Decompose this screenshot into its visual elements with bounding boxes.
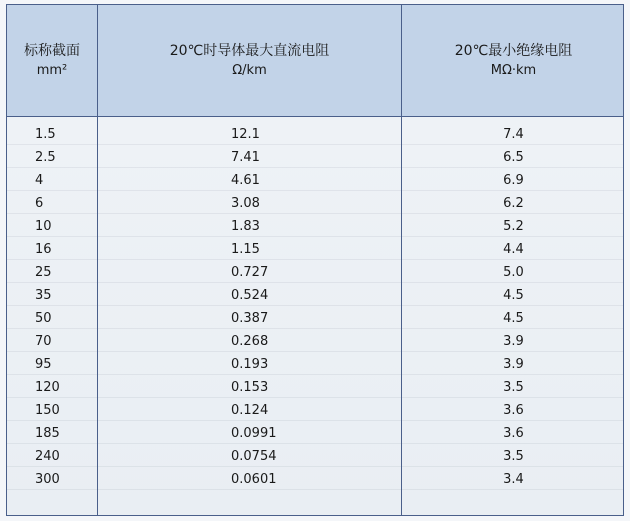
cell-insulation-resistance: 3.9	[503, 357, 524, 372]
cell-cross-section: 10	[35, 219, 52, 234]
row-separator	[7, 420, 623, 421]
row-separator	[7, 443, 623, 444]
table-row	[7, 192, 623, 215]
cell-cross-section: 300	[35, 472, 60, 487]
row-separator	[7, 351, 623, 352]
cell-dc-resistance: 4.61	[231, 173, 260, 188]
cell-dc-resistance: 0.524	[231, 288, 269, 303]
cell-insulation-resistance: 3.4	[503, 472, 524, 487]
table-row	[7, 307, 623, 330]
cell-dc-resistance: 0.124	[231, 403, 269, 418]
cell-cross-section: 70	[35, 334, 52, 349]
cell-insulation-resistance: 6.5	[503, 150, 524, 165]
row-separator	[7, 489, 623, 490]
header-insulation-resistance-unit: MΩ·km	[490, 62, 537, 78]
cell-cross-section: 16	[35, 242, 52, 257]
row-separator	[7, 167, 623, 168]
cell-dc-resistance: 0.193	[231, 357, 269, 372]
row-separator	[7, 305, 623, 306]
cell-dc-resistance: 3.08	[231, 196, 260, 211]
table-row	[7, 376, 623, 399]
table-row	[7, 238, 623, 261]
header-dc-resistance-label: 20℃时导体最大直流电阻	[169, 42, 330, 59]
header-cross-section-unit: mm²	[36, 62, 68, 78]
cell-insulation-resistance: 6.9	[503, 173, 524, 188]
cell-cross-section: 95	[35, 357, 52, 372]
row-separator	[7, 190, 623, 191]
row-separator	[7, 213, 623, 214]
row-separator	[7, 466, 623, 467]
row-separator	[7, 328, 623, 329]
cell-insulation-resistance: 3.5	[503, 380, 524, 395]
header-dc-resistance	[98, 5, 401, 116]
header-insulation-resistance	[402, 5, 624, 116]
cell-insulation-resistance: 3.6	[503, 403, 524, 418]
cell-cross-section: 35	[35, 288, 52, 303]
cell-dc-resistance: 12.1	[231, 127, 260, 142]
cell-cross-section: 6	[35, 196, 44, 211]
column-divider	[401, 5, 402, 515]
cell-cross-section: 1.5	[35, 127, 56, 142]
cell-dc-resistance: 1.83	[231, 219, 260, 234]
row-separator	[7, 236, 623, 237]
cell-insulation-resistance: 5.0	[503, 265, 524, 280]
cell-cross-section: 25	[35, 265, 52, 280]
cell-dc-resistance: 0.268	[231, 334, 269, 349]
cell-cross-section: 240	[35, 449, 60, 464]
table-row	[7, 422, 623, 445]
table-row	[7, 330, 623, 353]
header-cross-section-label: 标称截面	[24, 42, 80, 59]
cell-insulation-resistance: 6.2	[503, 196, 524, 211]
cell-insulation-resistance: 4.4	[503, 242, 524, 257]
cell-dc-resistance: 0.0754	[231, 449, 277, 464]
table-row	[7, 468, 623, 491]
cell-dc-resistance: 0.153	[231, 380, 269, 395]
table-header	[7, 5, 623, 117]
table-row	[7, 146, 623, 169]
row-separator	[7, 282, 623, 283]
row-separator	[7, 144, 623, 145]
table-row	[7, 445, 623, 468]
row-separator	[7, 374, 623, 375]
table-body	[7, 117, 623, 515]
header-cross-section	[7, 5, 97, 116]
spec-table	[6, 4, 624, 516]
cell-dc-resistance: 7.41	[231, 150, 260, 165]
table-row	[7, 261, 623, 284]
table-row	[7, 169, 623, 192]
cell-dc-resistance: 0.0601	[231, 472, 277, 487]
table-row	[7, 353, 623, 376]
cell-cross-section: 50	[35, 311, 52, 326]
cell-cross-section: 2.5	[35, 150, 56, 165]
row-separator	[7, 259, 623, 260]
cell-dc-resistance: 0.387	[231, 311, 269, 326]
cell-insulation-resistance: 3.6	[503, 426, 524, 441]
cell-dc-resistance: 0.0991	[231, 426, 277, 441]
header-dc-resistance-unit: Ω/km	[232, 62, 267, 78]
header-insulation-resistance-label: 20℃最小绝缘电阻	[454, 42, 573, 59]
table-row	[7, 399, 623, 422]
column-divider	[97, 5, 98, 515]
cell-cross-section: 185	[35, 426, 60, 441]
cell-dc-resistance: 0.727	[231, 265, 269, 280]
cell-dc-resistance: 1.15	[231, 242, 260, 257]
cell-insulation-resistance: 4.5	[503, 311, 524, 326]
table-row	[7, 123, 623, 146]
table-row	[7, 215, 623, 238]
table-row	[7, 284, 623, 307]
row-separator	[7, 397, 623, 398]
cell-insulation-resistance: 3.9	[503, 334, 524, 349]
cell-insulation-resistance: 5.2	[503, 219, 524, 234]
cell-cross-section: 4	[35, 173, 44, 188]
cell-insulation-resistance: 7.4	[503, 127, 524, 142]
cell-cross-section: 150	[35, 403, 60, 418]
cell-cross-section: 120	[35, 380, 60, 395]
cell-insulation-resistance: 3.5	[503, 449, 524, 464]
cell-insulation-resistance: 4.5	[503, 288, 524, 303]
